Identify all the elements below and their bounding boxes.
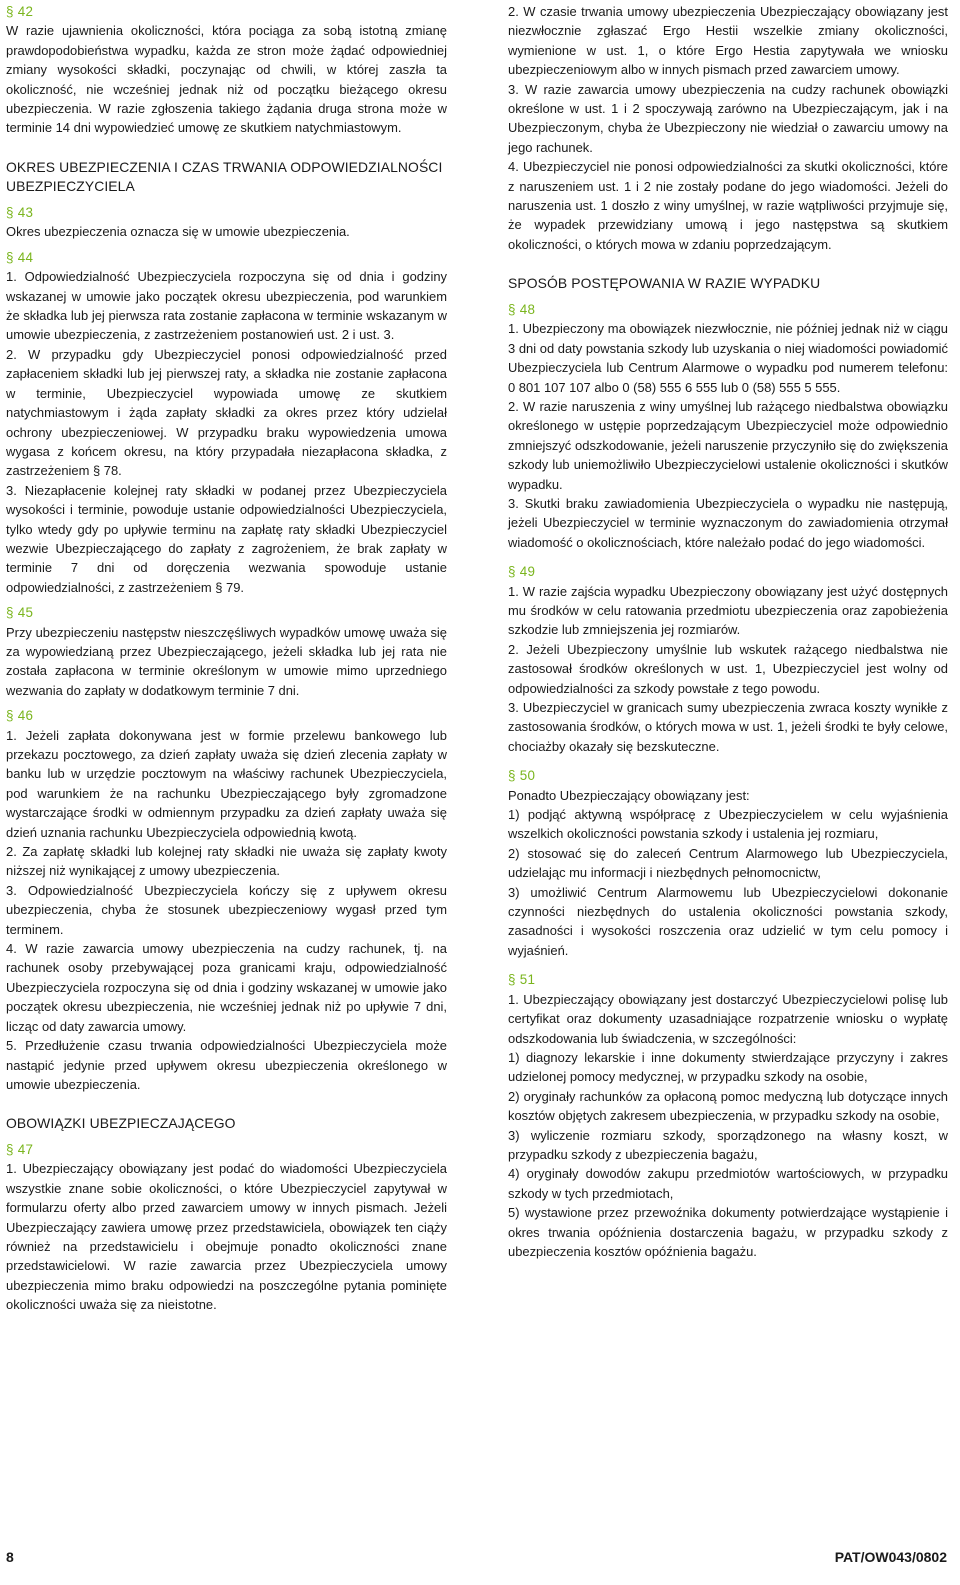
section-44-para-3: 3. Niezapłacenie kolejnej raty składki w podanej przez Ubezpieczyciela wysokości i terminie, powoduje ustanie odpowiedzialności Ubezpieczyciela, tylko wtedy gdy po upływie terminu na zapłatę raty składki Ubezpieczyciel wezwie Ubezpieczającego do zapłaty z zagrożeniem, że brak zapłaty w terminie 7 dni od doręczenia wezwania spowoduje ustanie odpowiedzialności, z zastrzeżeniem § 79. (6, 482, 447, 595)
section-46-para-5: 5. Przedłużenie czasu trwania odpowiedzialności Ubezpieczyciela może nastąpić jedynie przed upływem okresu ubezpieczenia określonego w umowie ubezpieczenia. (6, 1038, 447, 1092)
section-51-item-4: 4) oryginały dowodów zakupu przedmiotów wartościowych, w przypadku szkody w tych przedmiotach, (508, 1166, 948, 1201)
section-49-para-1: 1. W razie zajścia wypadku Ubezpieczony obowiązany jest użyć dostępnych mu środków w celu ratowania przedmiotu ubezpieczenia oraz zapobieżenia szkodzie lub zmniejszenia jej rozmiarów. (508, 583, 948, 638)
section-47-para-1: 1. Ubezpieczający obowiązany jest podać do wiadomości Ubezpieczyciela wszystkie znane sobie okoliczności, o które Ubezpieczyciel zapytywał w formularzu oferty albo przed zawarciem umowy w innych pismach. Jeżeli Ubezpieczający zawiera umowę przez przedstawiciela, obowiązek ten ciąży również na przedstawicielu i obejmuje ponadto okoliczności znane przedstawicielowi. W razie zawarcia przez Ubezpieczyciela umowy ubezpieczenia mimo braku odpowiedzi na poszczególne pytania pominięte okoliczności uważa się za nieistotne. (6, 1161, 447, 1313)
section-50-intro: Ponadto Ubezpieczający obowiązany jest: (508, 787, 750, 803)
section-50-item-1: 1) podjąć aktywną współpracę z Ubezpieczycielem w celu wyjaśnienia wszelkich okoliczności powstania szkody i ustalenia jej rozmiaru, (508, 807, 948, 842)
section-48-para-2: 2. W razie naruszenia z winy umyślnej lub rażącego niedbalstwa obowiązku określonego w ustępie poprzedzającym Ubezpieczyciel może odpowiednio zmniejszyć odszkodowanie, jeżeli naruszenie przyczyniło się do zwiększenia szkody lub uniemożliwiło Ubezpieczycielowi ustalenie okoliczności i skutków wypadku. (508, 398, 948, 492)
section-49-para-3: 3. Ubezpieczyciel w granicach sumy ubezpieczenia zwraca koszty wynikłe z zastosowania środków, o których mowa w ust. 1, jeżeli środki te były celowe, chociażby okazały się bezskuteczne. (508, 700, 948, 754)
heading-sposob-postepowania: SPOSÓB POSTĘPOWANIA W RAZIE WYPADKU (508, 275, 821, 292)
section-51-item-1: 1) diagnozy lekarskie i inne dokumenty stwierdzające przyczyny i zakres udzielonej pomocy medycznej, w przypadku szkody na osobie, (508, 1049, 948, 1085)
section-51-number: § 51 (508, 972, 536, 988)
section-46-para-4: 4. W razie zawarcia umowy ubezpieczenia na cudzy rachunek, tj. na rachunek osoby przebywającej poza granicami kraju, odpowiedzialność Ubezpieczyciela rozpoczyna się od dnia i godziny wskazanej w umowie jako początek okresu ubezpieczenia, nie wcześniej jednak niż po upływie 7 dni, licząc od daty zawarcia umowy. (6, 941, 447, 1034)
section-50-item-2: 2) stosować się do zaleceń Centrum Alarmowego lub Ubezpieczyciela, udzielając mu informacji i niezbędnych pełnomocnictw, (508, 845, 948, 881)
section-44-para-1: 1. Odpowiedzialność Ubezpieczyciela rozpoczyna się od dnia i godziny wskazanej w umowie jako początek okresu ubezpieczenia, pod warunkiem że składka lub jej pierwsza rata zostanie zapłacona w terminie wskazanym w umowie ubezpieczenia, z zastrzeżeniem postanowień ust. 2 i ust. 3. (6, 269, 447, 343)
section-48-number: § 48 (508, 301, 536, 317)
section-48-para-3: 3. Skutki braku zawiadomienia Ubezpieczyciela o wypadku nie następują, jeżeli Ubezpieczyciel w terminie wyznaczonym do zawiadomienia otrzymał wiadomość o okolicznościach, które należało podać do jego wiadomości. (508, 495, 948, 550)
section-51-intro: 1. Ubezpieczający obowiązany jest dostarczyć Ubezpieczycielowi polisę lub certyfikat oraz dokumenty uzasadniające rozpatrzenie wniosku o wypłatę odszkodowania lub świadczenia, w szczególności: (508, 991, 948, 1046)
section-49-para-2: 2. Jeżeli Ubezpieczony umyślnie lub wskutek rażącego niedbalstwa nie zastosował środków określonych w ust. 1, Ubezpieczyciel jest wolny od odpowiedzialności za szkody powstałe z tego powodu. (508, 641, 948, 696)
section-50-number: § 50 (508, 768, 536, 784)
section-51-item-2: 2) oryginały rachunków za opłaconą pomoc medyczną lub dotyczące innych kosztów objętych zakresem ubezpieczenia, w przypadku szkody na osobie, (508, 1088, 948, 1124)
section-51-item-3: 3) wyliczenie rozmiaru szkody, sporządzonego na własny koszt, w przypadku szkody z ubezpieczenia bagażu, (508, 1127, 948, 1162)
left-column (6, 2, 447, 1315)
section-42-text: W razie ujawnienia okoliczności, która pociąga za sobą istotną zmianę prawdopodobieństwa wypadku, każda ze stron może żądać odpowiedniej zmiany wysokości składki, poczynając od chwili, w której zaszła ta okoliczność, nie wcześniej jednak niż od początku bieżącego okresu ubezpieczenia. W razie zgłoszenia takiego żądania druga strona może w terminie 14 dni wypowiedzieć umowę ze skutkiem natychmiastowym. (6, 23, 447, 136)
section-44-number: § 44 (6, 249, 34, 265)
heading-obowiazki-ubezpieczajacego: OBOWIĄZKI UBEZPIECZAJĄCEGO (6, 1115, 236, 1132)
section-43-text: Okres ubezpieczenia oznacza się w umowie ubezpieczenia. (6, 224, 350, 240)
section-46-number: § 46 (6, 708, 34, 724)
section-46-para-3: 3. Odpowiedzialność Ubezpieczyciela kończy się z upływem okresu ubezpieczenia, chyba że stosunek ubezpieczeniowy wygasł przed tym terminem. (6, 882, 447, 937)
section-44-para-2: 2. W przypadku gdy Ubezpieczyciel ponosi odpowiedzialność przed zapłaceniem składki lub jej pierwszej raty, a składka nie zostanie zapłacona w terminie, Ubezpieczyciel wypowiada umowę ze skutkiem natychmiastowym i żąda zapłaty składki za okres przez który udzielał ochrony ubezpieczeniowej. W przypadku braku wypowiedzenia umowa wygasa z końcem okresu, na który przypadała niezapłacona składka, z zastrzeżeniem § 78. (6, 346, 447, 479)
section-46-para-1: 1. Jeżeli zapłata dokonywana jest w formie przelewu bankowego lub przekazu pocztowego, za dzień zapłaty uważa się dzień zlecenia zapłaty w banku lub w urzędzie pocztowym na właściwy rachunek Ubezpieczyciela, pod warunkiem że na rachunku Ubezpieczającego były zgromadzone wystarczające środki w odmiennym przypadku za dzień zapłaty uważa się dzień uznania rachunku Ubezpieczyciela odpowiednią kwotą. (6, 727, 447, 840)
section-43-number: § 43 (6, 205, 34, 221)
document-code: PAT/OW043/0802 (834, 1549, 947, 1565)
section-51-item-5: 5) wystawione przez przewoźnika dokumenty potwierdzające wystąpienie i okres trwania opóźnienia dostarczenia bagażu, w przypadku szkody z ubezpieczenia kosztów opóźnienia bagażu. (508, 1205, 948, 1259)
section-45-number: § 45 (6, 605, 34, 621)
section-47-para-4: 4. Ubezpieczyciel nie ponosi odpowiedzialności za skutki okoliczności, które z naruszeniem ust. 1 i 2 nie zostały podane do jego wiadomości. Jeżeli do naruszenia ust. 1 doszło z winy umyślnej, w razie wątpliwości przyjmuje się, że wypadek przewidziany umową i jego następstwa są skutkiem okoliczności, o których mowa w zdaniu poprzedzającym. (508, 159, 948, 252)
section-47-para-2: 2. W czasie trwania umowy ubezpieczenia Ubezpieczający obowiązany jest niezwłocznie zgłaszać Ergo Hestii wszelkie zmiany okoliczności, wymienione w ust. 1, o które Ergo Hestia zapytywała we wniosku ubezpieczeniowym albo w innych pismach przed zawarciem umowy. (508, 4, 948, 78)
section-47-para-3: 3. W razie zawarcia umowy ubezpieczenia na cudzy rachunek obowiązki określone w ust. 1 i 2 spoczywają zarówno na Ubezpieczającym, jak i na Ubezpieczonym, chyba że Ubezpieczony nie wiedział o zawarciu umowy na jego rachunek. (508, 81, 948, 155)
section-45-text: Przy ubezpieczeniu następstw nieszczęśliwych wypadków umowę uważa się za wypowiedzianą przez Ubezpieczającego, jeżeli składka lub jej rata nie została zapłacona w terminie określonym w umowie mimo uprzedniego wezwania do zapłaty w dodatkowym terminie 7 dni. (6, 624, 447, 698)
right-column (508, 2, 948, 1261)
section-42-number: § 42 (6, 4, 34, 19)
section-49-number: § 49 (508, 564, 536, 580)
section-46-para-2: 2. Za zapłatę składki lub kolejnej raty składki nie uważa się zapłaty kwoty niższej niż wynikającej z umowy ubezpieczenia. (6, 844, 447, 879)
section-48-para-1: 1. Ubezpieczony ma obowiązek niezwłocznie, nie później jednak niż w ciągu 3 dni od daty powstania szkody lub uzyskania o niej wiadomości powiadomić Ubezpieczyciela lub Centrum Alarmowe o wypadku pod numerem telefonu: 0 801 107 107 albo 0 (58) 555 6 555 lub 0 (58) 555 5 555. (508, 321, 948, 395)
page-number: 8 (6, 1549, 14, 1565)
section-50-item-3: 3) umożliwić Centrum Alarmowemu lub Ubezpieczycielowi dokonanie czynności niezbędnych do ustalenia okoliczności powstania szkody, zasadności i wysokości roszczenia oraz udzielić w tym celu pomocy i wyjaśnień. (508, 884, 948, 958)
heading-okres-ubezpieczenia: OKRES UBEZPIECZENIA I CZAS TRWANIA ODPOWIEDZIALNOŚCI UBEZPIECZYCIELA (6, 158, 443, 195)
section-47-number: § 47 (6, 1141, 34, 1157)
